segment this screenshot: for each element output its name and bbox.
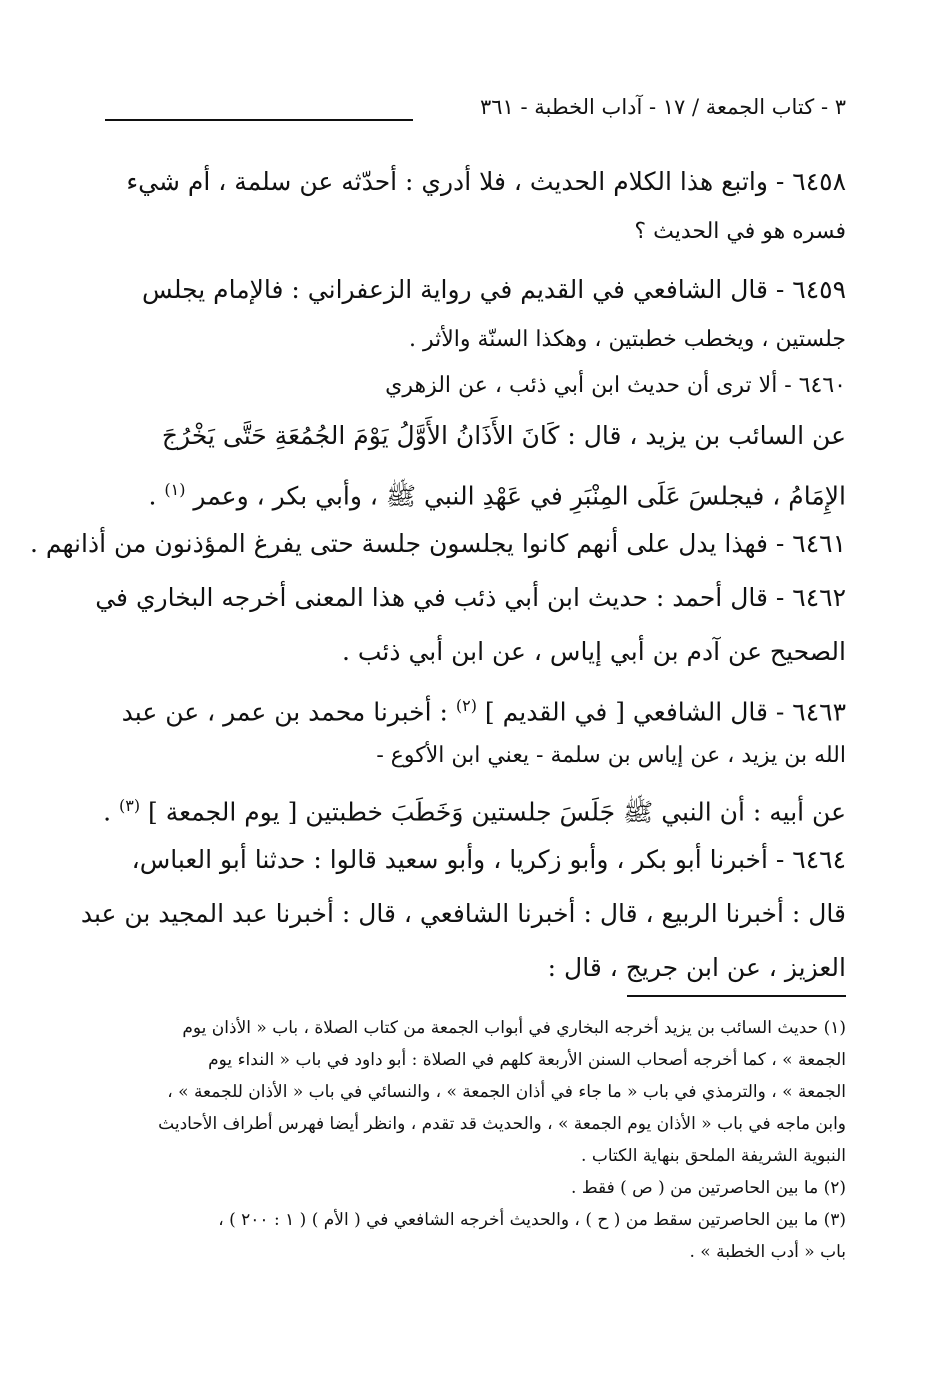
text-line: ٦٤٥٩ - قال الشافعي في القديم في رواية الزعفراني : فالإمام يجلس (141, 275, 846, 304)
paragraph-6459 (105, 263, 846, 363)
footnote-line: (٣) ما بين الحاصرتين سقط من ( ح ) ، والحديث أخرجه الشافعي في ( الأم ) ( ١ : ٢٠٠ ) ، (218, 1210, 846, 1230)
footnote-ref-1: (١) (164, 480, 186, 499)
text-line: الله بن يزيد ، عن إياس بن سلمة - يعني ابن الأكوع - (376, 743, 846, 768)
text-line: جلستين ، ويخطب خطبتين ، وهكذا السنّة والأثر . (408, 327, 846, 352)
text-line: العزيز ، عن ابن جريج ، قال : (547, 953, 846, 982)
paragraph-6463 (105, 679, 846, 833)
text-line: ٦٤٦٢ - قال أحمد : حديث ابن أبي ذئب في هذا المعنى أخرجه البخاري في (95, 583, 846, 612)
footnote-separator (627, 995, 846, 997)
footnote-line: (٢) ما بين الحاصرتين من ( ص ) فقط . (571, 1178, 846, 1198)
footnote-line: وابن ماجه في باب « الأذان يوم الجمعة » ، والحديث قد تقدم ، وانظر أيضا فهرس أطراف الأحاديث (158, 1114, 846, 1134)
footnotes (105, 1012, 846, 1268)
text-line (105, 679, 846, 733)
text-line: ٦٤٦١ - فهذا يدل على أنهم كانوا يجلسون جلسة حتى يفرغ المؤذنون من أذانهم . (30, 529, 846, 558)
text-segment: عن أبيه : أن النبي ﷺ جَلَسَ جلستين وَخَطَبَ خطبتين [ يوم الجمعة ] (148, 797, 846, 827)
running-title: ٣ - كتاب الجمعة / ١٧ - آداب الخطبة - ٣٦١ (479, 95, 846, 119)
footnote-line: النبوية الشريفة الملحق بنهاية الكتاب . (581, 1146, 846, 1166)
paragraph-6462 (95, 571, 846, 679)
footnote-line: باب « أدب الخطبة » . (689, 1242, 846, 1262)
text-line: فسره هو في الحديث ؟ (634, 219, 846, 244)
text-line: الصحيح عن آدم بن أبي إياس ، عن ابن أبي ذئب . (341, 637, 846, 666)
main-text (30, 155, 846, 995)
text-line: ٦٤٥٨ - واتبع هذا الكلام الحديث ، فلا أدري : أحدّثه عن سلمة ، أم شيء (126, 167, 846, 196)
text-line: عن السائب بن يزيد ، قال : كَانَ الأَذَانُ الأَوَّلُ يَوْمَ الجُمُعَةِ حَتَّى يَخْرُجَ (161, 421, 846, 450)
paragraph-6461 (30, 517, 846, 571)
text-line: ٦٤٦٤ - أخبرنا أبو بكر ، وأبو زكريا ، وأبو سعيد قالوا : حدثنا أبو العباس، (131, 845, 846, 874)
footnote-ref-2: (٢) (455, 696, 477, 715)
text-segment: الإِمَامُ ، فيجلسَ عَلَى المِنْبَرِ في عَهْدِ النبي ﷺ ، وأبي بكر ، وعمر (193, 481, 846, 511)
header-rule (105, 119, 413, 121)
period: . (103, 797, 112, 827)
running-header (105, 92, 846, 126)
paragraph-6458 (105, 155, 846, 255)
paragraph-6464 (80, 833, 846, 995)
footnote-line: (١) حديث السائب بن يزيد أخرجه البخاري في أبواب الجمعة من كتاب الصلاة ، باب « الأذان يوم (182, 1018, 846, 1038)
footnote-line: الجمعة » ، كما أخرجه أصحاب السنن الأربعة كلهم في الصلاة : أبو داود في باب « النداء يوم (208, 1050, 846, 1070)
footnote-ref-3: (٣) (118, 796, 141, 815)
text-line (105, 463, 846, 517)
period: . (148, 481, 157, 511)
text-segment: : أخبرنا محمد بن عمر ، عن عبد (121, 697, 448, 727)
footnote-line: الجمعة » ، والترمذي في باب « ما جاء في أذان الجمعة » ، والنسائي في باب « الأذان للجمعة » ، (167, 1082, 846, 1102)
text-line: ٦٤٦٠ - ألا ترى أن حديث ابن أبي ذئب ، عن الزهري (385, 373, 846, 398)
text-line: قال : أخبرنا الربيع ، قال : أخبرنا الشافعي ، قال : أخبرنا عبد المجيد بن عبد (80, 899, 846, 928)
text-line (105, 779, 846, 833)
paragraph-6460 (105, 363, 846, 517)
text-segment: ٦٤٦٣ - قال الشافعي [ في القديم ] (484, 697, 846, 727)
